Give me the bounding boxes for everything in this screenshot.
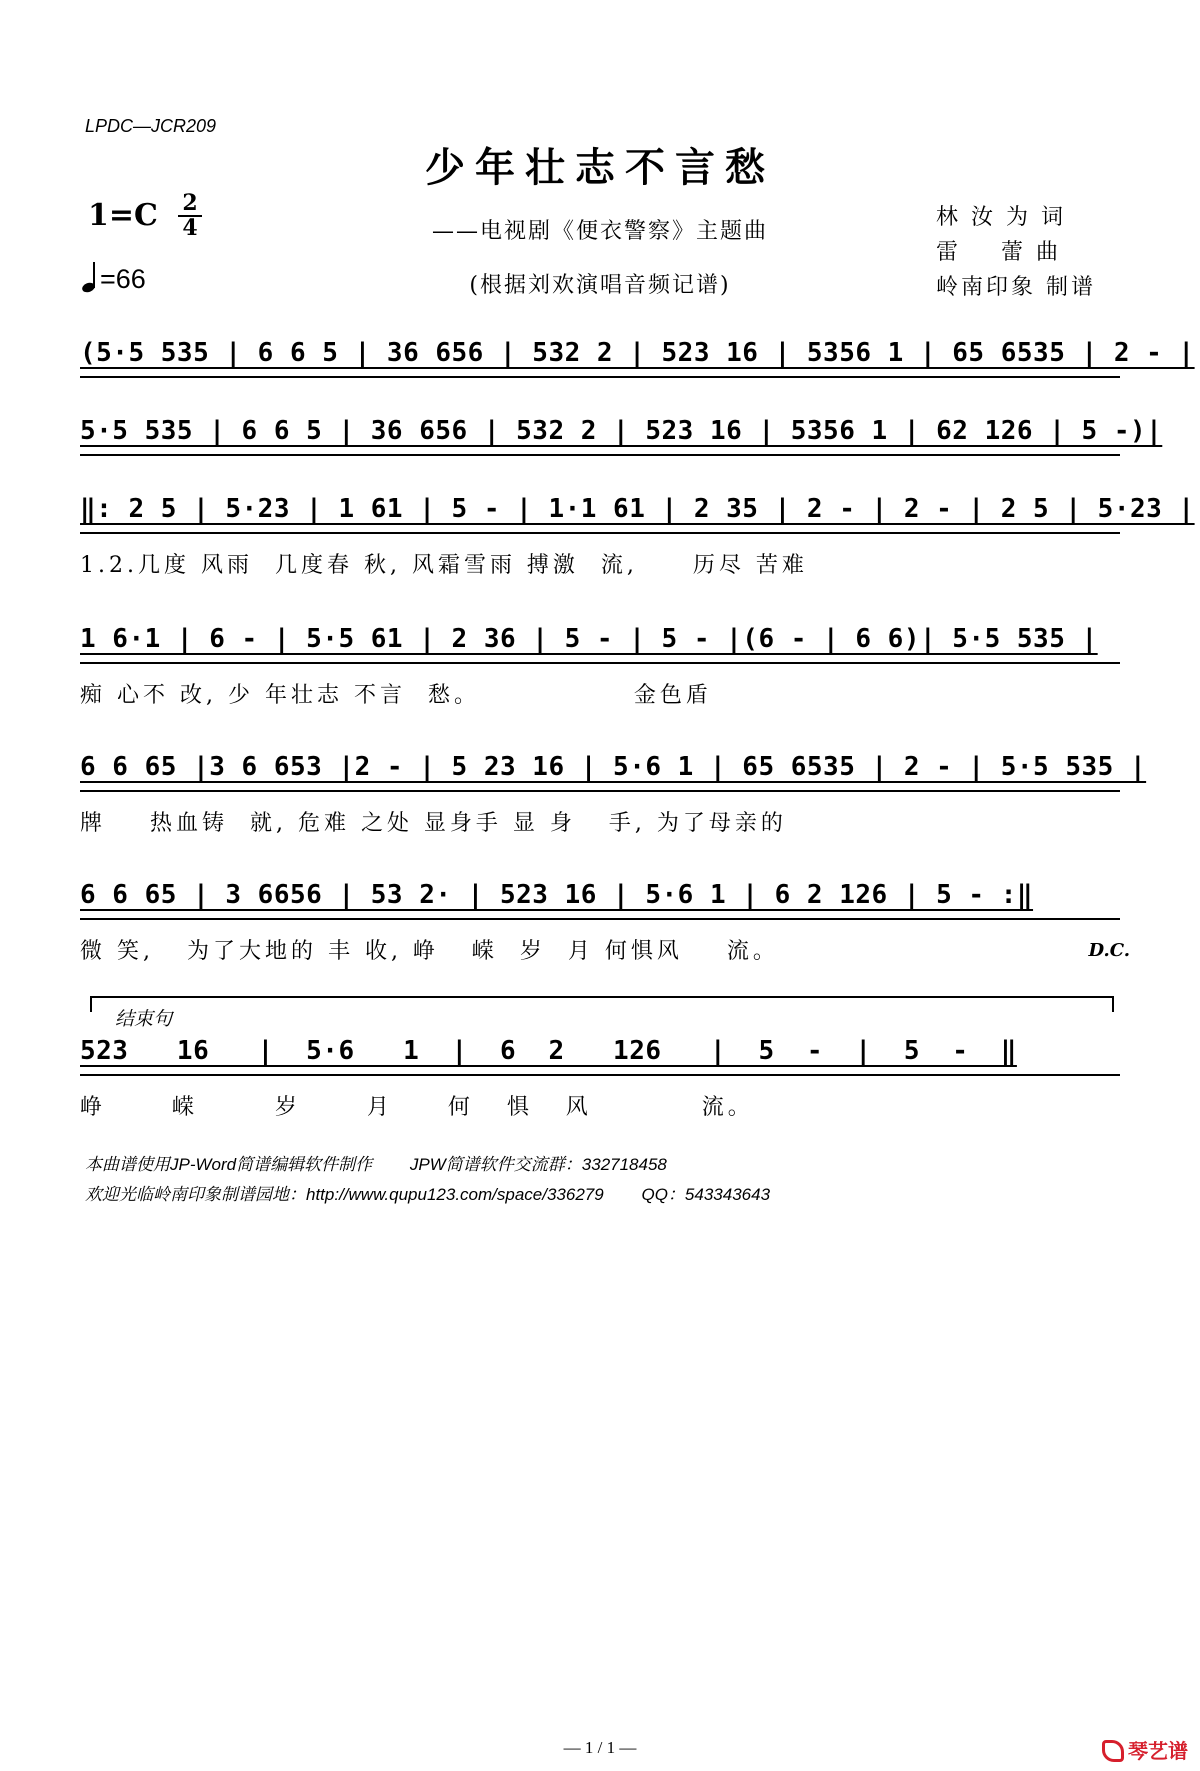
footer-website-note: 欢迎光临岭南印象制谱园地：http://www.qupu123.com/space/336279 QQ：543343643 xyxy=(85,1185,771,1204)
time-sig-top: 2 xyxy=(182,190,198,216)
score-notes: ‖: 2 5 | 5·23 | 1 61 | 5 - | 1·1 61 | 2 35 | 2 - | 2 - | 2 5 | 5·23 | xyxy=(80,494,1120,534)
key-signature: 1=C xyxy=(88,198,158,233)
credits: 林 汝 为 词 雷 蕾 曲 岭南印象 制谱 xyxy=(936,205,1096,300)
watermark-text: 琴艺谱 xyxy=(1128,1739,1188,1763)
score-notes: 1 6·1 | 6 - | 5·5 61 | 2 36 | 5 - | 5 - |(6 - | 6 6)| 5·5 535 | xyxy=(80,624,1120,664)
time-sig-bottom: 4 xyxy=(178,215,202,240)
score-notes: (5·5 535 | 6 6 5 | 36 656 | 532 2 | 523 16 | 5356 1 | 65 6535 | 2 - | xyxy=(80,338,1120,378)
score-notes: 6 6 65 | 3 6656 | 53 2· | 523 16 | 5·6 1 | 6 2 126 | 5 - :‖ xyxy=(80,880,1120,920)
song-subtitle: ——电视剧《便衣警察》主题曲 xyxy=(431,219,768,244)
tempo-value: =66 xyxy=(100,264,146,294)
song-title: 少年壮志不言愁 xyxy=(425,144,775,191)
score-lyrics: 峥 嵘 岁 月 何 惧 风 流。 xyxy=(80,1095,754,1120)
score-row-2 xyxy=(80,416,1163,456)
score-row-4 xyxy=(80,624,1120,709)
score-notes: 5·5 535 | 6 6 5 | 36 656 | 532 2 | 523 16 | 5356 1 | 62 126 | 5 -)| xyxy=(80,416,1120,456)
page-number: — 1 / 1 — xyxy=(563,1738,637,1757)
score-row-ending xyxy=(80,1036,1120,1121)
score-row-6 xyxy=(80,880,1130,965)
ending-bracket xyxy=(90,996,1114,1012)
score-row-1 xyxy=(80,338,1195,378)
time-signature xyxy=(178,192,202,240)
quarter-note-icon xyxy=(82,264,100,292)
da-capo-marking: D.C. xyxy=(1088,940,1130,961)
tempo-marking xyxy=(82,264,146,295)
score-lyrics: 1.2.几度 风雨 几度春 秋, 风霜雪雨 搏激 流, 历尽 苦难 xyxy=(80,553,808,578)
score-lyrics: 痴 心不 改, 少 年壮志 不言 愁。 金色盾 xyxy=(80,683,712,708)
score-notes: 523 16 | 5·6 1 | 6 2 126 | 5 - | 5 - ‖ xyxy=(80,1036,1120,1076)
catalog-id: LPDC—JCR209 xyxy=(85,116,217,136)
score-lyrics: 微 笑, 为了大地的 丰 收, 峥 嵘 岁 月 何惧风 流。 xyxy=(80,939,779,964)
transcription-note: (根据刘欢演唱音频记谱) xyxy=(469,273,731,298)
ending-label: 结束句 xyxy=(115,1008,173,1030)
score-row-3 xyxy=(80,494,1195,579)
score-notes: 6 6 65 |3 6 653 |2 - | 5 23 16 | 5·6 1 | 65 6535 | 2 - | 5·5 535 | xyxy=(80,752,1120,792)
watermark xyxy=(1102,1735,1188,1764)
score-lyrics: 牌 热血铸 就, 危难 之处 显身手 显 身 手, 为了母亲的 xyxy=(80,811,787,836)
qinyipu-logo-icon xyxy=(1102,1740,1124,1762)
score-row-5 xyxy=(80,752,1147,837)
footer-software-note: 本曲谱使用JP-Word简谱编辑软件制作 JPW简谱软件交流群：332718458 xyxy=(85,1155,667,1174)
